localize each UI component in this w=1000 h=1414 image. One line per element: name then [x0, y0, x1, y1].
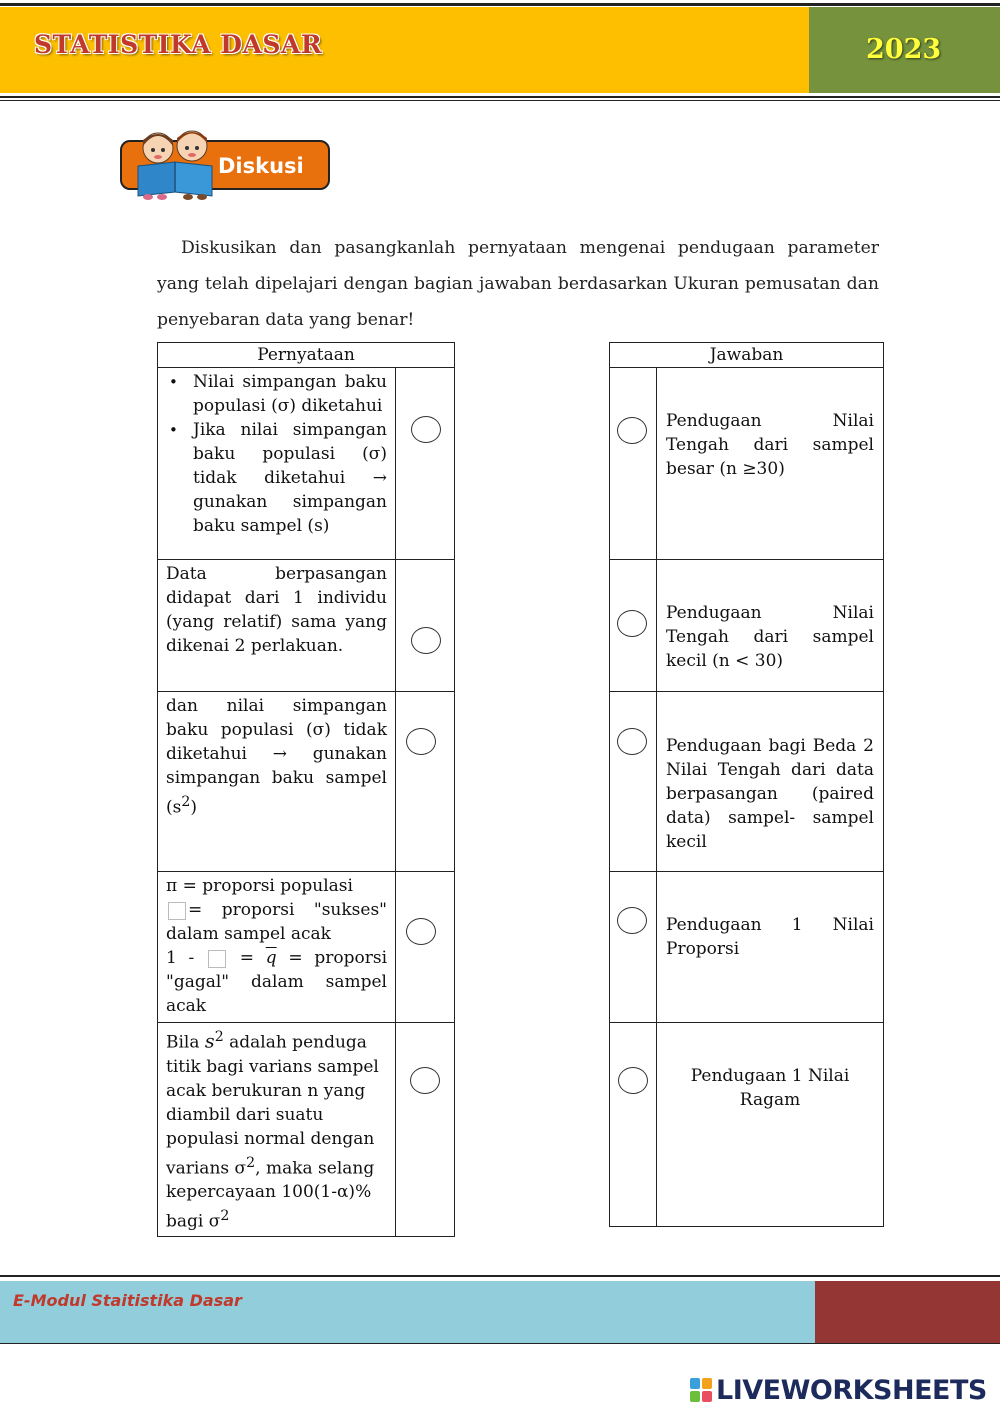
p-hat-formula-icon: [168, 902, 186, 920]
statement-line: = proporsi "gagal" dalam sampel acak: [166, 948, 387, 1016]
list-item: • Nilai simpangan baku populasi (σ) diketahui: [166, 370, 387, 418]
statement-line: = proporsi "sukses" dalam sampel acak: [166, 900, 387, 944]
statement-text: , maka selang kepercayaan 100(1-α)% bagi σ: [166, 1158, 375, 1232]
statement-table-header: Pernyataan: [158, 343, 455, 368]
badge-label: Diskusi: [218, 154, 304, 178]
statement-connector-cell: [396, 560, 455, 692]
statement-cell: [158, 692, 396, 872]
table-row: [610, 560, 884, 692]
children-reading-book-icon: [128, 128, 224, 200]
answer-connector-cell: [610, 560, 657, 692]
match-point[interactable]: [411, 416, 441, 443]
table-row: [158, 1023, 455, 1237]
match-point[interactable]: [406, 918, 436, 945]
table-row: [610, 368, 884, 560]
statement-text: Bila: [166, 1032, 200, 1053]
statement-table: [157, 342, 455, 1237]
statement-line: π = proporsi populasi: [166, 876, 353, 896]
superscript: 2: [246, 1154, 256, 1171]
match-point[interactable]: [617, 907, 647, 934]
footer-top-rule: [0, 1275, 1000, 1277]
statement-connector-cell: [396, 692, 455, 872]
match-point[interactable]: [617, 728, 647, 755]
answer-cell: Pendugaan Nilai Tengah dari sampel besar (n ≥30): [657, 368, 884, 560]
table-row: [158, 368, 455, 560]
answer-cell: Pendugaan 1 Nilai Proporsi: [657, 872, 884, 1023]
statement-cell: [158, 872, 396, 1023]
match-point[interactable]: [617, 417, 647, 444]
superscript: 2: [220, 1208, 230, 1225]
p-hat-formula-icon: [208, 950, 226, 968]
footer-bottom-rule: [0, 1343, 1000, 1344]
statement-cell: [158, 1023, 396, 1237]
superscript: 2: [181, 794, 191, 810]
match-point[interactable]: [618, 1067, 648, 1094]
q-bar-symbol: $\overline{q}$: [265, 948, 277, 968]
table-row: [158, 692, 455, 872]
answer-connector-cell: [610, 1023, 657, 1227]
equals-sign: =: [239, 948, 255, 968]
statement-cell: [158, 368, 396, 560]
statement-line: 1 -: [166, 948, 195, 968]
header-bottom-rule: [0, 96, 1000, 98]
footer-text: E-Modul Staitistika Dasar: [13, 1291, 242, 1310]
footer-accent-block: [815, 1281, 1000, 1343]
s-symbol: s: [204, 1030, 215, 1053]
header-top-rule: [0, 3, 1000, 6]
statement-text: ): [190, 797, 198, 818]
statement-connector-cell: [396, 872, 455, 1023]
statement-bullet-list: [166, 370, 387, 538]
table-row: [158, 560, 455, 692]
table-row: [610, 1023, 884, 1227]
match-point[interactable]: [411, 627, 441, 654]
statement-text: adalah penduga titik bagi varians sampel acak berukuran n yang diambil dari suatu populasi normal dengan varians σ: [166, 1032, 379, 1179]
match-point[interactable]: [406, 728, 436, 755]
diskusi-badge: [118, 128, 330, 194]
watermark-text: LIVEWORKSHEETS: [716, 1374, 987, 1406]
table-row: [610, 872, 884, 1023]
liveworksheets-watermark: [690, 1374, 987, 1406]
answer-connector-cell: [610, 368, 657, 560]
answer-connector-cell: [610, 692, 657, 872]
list-item: • Jika nilai simpangan baku populasi (σ) tidak diketahui → gunakan simpangan baku sampel (s): [166, 418, 387, 538]
liveworksheets-logo-icon: [690, 1378, 712, 1402]
answer-cell: Pendugaan Nilai Tengah dari sampel kecil (n < 30): [657, 560, 884, 692]
superscript: 2: [214, 1029, 224, 1045]
answer-cell: Pendugaan 1 Nilai Ragam: [657, 1023, 884, 1227]
header-bottom-rule-thin: [0, 100, 1000, 101]
statement-cell: Data berpasangan didapat dari 1 individu (yang relatif) sama yang dikenai 2 perlakuan.: [158, 560, 396, 692]
answer-connector-cell: [610, 872, 657, 1023]
statement-connector-cell: [396, 368, 455, 560]
header-title: STATISTIKA DASAR: [34, 30, 323, 59]
answer-cell: Pendugaan bagi Beda 2 Nilai Tengah dari data berpasangan (paired data) sampel- sampel kecil: [657, 692, 884, 872]
match-point[interactable]: [410, 1067, 440, 1094]
table-row: [610, 692, 884, 872]
match-point[interactable]: [617, 610, 647, 637]
answer-table: [609, 342, 884, 1227]
answer-table-header: Jawaban: [610, 343, 884, 368]
table-row: [158, 872, 455, 1023]
intro-paragraph: Diskusikan dan pasangkanlah pernyataan mengenai pendugaan parameter yang telah dipelajari dengan bagian jawaban berdasarkan Ukuran pemusatan dan penyebaran data yang benar!: [157, 238, 879, 330]
header-year: 2023: [866, 34, 942, 65]
statement-text: dan nilai simpangan baku populasi (σ) tidak diketahui → gunakan simpangan baku sampel (s: [166, 696, 387, 818]
statement-connector-cell: [396, 1023, 455, 1237]
